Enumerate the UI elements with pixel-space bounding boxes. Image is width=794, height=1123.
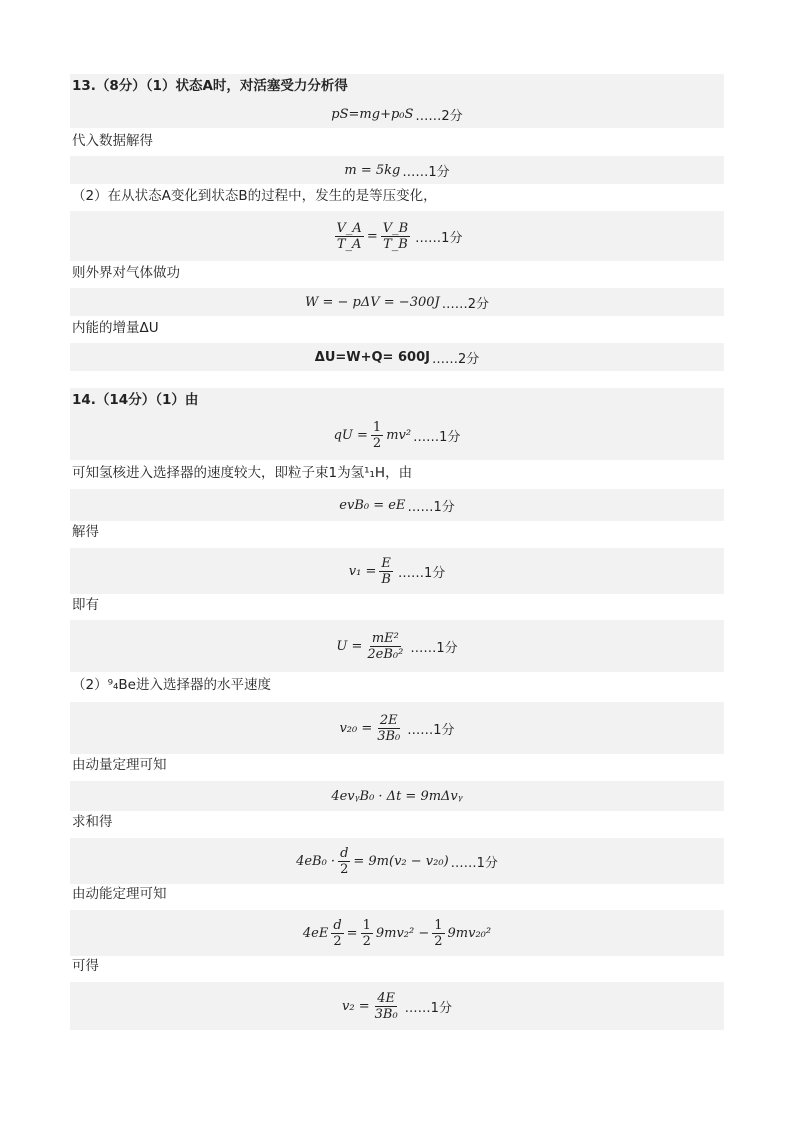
q14-eq7-lhs: 4eB₀ · (296, 853, 336, 869)
q14-header-text: 14.（14分）（1）由 (72, 392, 199, 408)
q14-eq8-formula (303, 918, 491, 949)
q14-eq9-frac (373, 991, 400, 1022)
q13-text5: 内能的增量ΔU (72, 320, 159, 336)
q14-eq1-frac (371, 420, 383, 451)
q13-eq3-frac-b (381, 221, 410, 252)
q14-eq8-frac2 (361, 918, 373, 949)
q14-eq1-lhs: qU = (333, 427, 368, 443)
q14-eq8-f3-num: 1 (434, 917, 443, 933)
q14-eq1 (70, 412, 724, 458)
q14-eq4-lhs: U = (336, 638, 363, 654)
q14-eq8-mid: = (346, 925, 358, 941)
q14-text9: 可得 (72, 958, 99, 974)
q14-eq3-frac (379, 556, 393, 587)
q14-eq2 (70, 489, 724, 521)
q14-text8: 由动能定理可知 (72, 886, 167, 902)
q14-eq7 (70, 838, 724, 884)
q13-text4: 则外界对气体做功 (72, 265, 180, 281)
q14-eq8-term2: 9mv₂² − (375, 925, 430, 941)
q14-text5: （2）⁹₄Be进入选择器的水平速度 (72, 677, 271, 693)
q14-text4: 即有 (72, 597, 99, 613)
q14-eq9-num: 4E (377, 990, 396, 1006)
q14-eq8-f3-den: 2 (434, 933, 443, 949)
q13-eq3-tb: T_B (383, 236, 408, 252)
q14-eq5-score: ……1分 (407, 722, 455, 738)
q14-eq7-formula (296, 846, 498, 877)
q14-eq4-num: mE² (371, 630, 399, 646)
q14-eq8-f1-den: 2 (333, 933, 342, 949)
q14-eq4-den: 2eB₀² (367, 646, 404, 662)
q14-eq8-f2-den: 2 (362, 933, 371, 949)
q14-eq8-f1-num: d (333, 917, 342, 933)
q14-eq3-formula (349, 556, 445, 587)
q13-eq3-ta: T_A (336, 236, 362, 252)
q13-eq3-va: V_A (336, 220, 362, 236)
q14-eq4-formula (336, 631, 457, 662)
q13-eq4-formula (305, 293, 489, 312)
q14-eq3-lhs: v₁ = (348, 563, 377, 579)
q14-eq5-lhs: v₂₀ = (339, 720, 373, 736)
q14-eq5-num: 2E (379, 712, 398, 728)
q14-eq1-score: ……1分 (413, 429, 461, 445)
q14-text2: 可知氢核进入选择器的速度较大，即粒子束1为氢¹₁H，由 (72, 465, 413, 481)
q13-text2: 代入数据解得 (72, 133, 153, 149)
q14-eq8-lhs: 4eE (302, 925, 329, 941)
q13-eq3-formula (332, 221, 463, 252)
q14-eq7-score: ……1分 (450, 855, 498, 871)
q14-eq1-rhs: mv² (386, 427, 412, 443)
q14-eq4 (70, 620, 724, 672)
q14-eq2-text: evB₀ = eE (339, 497, 406, 513)
q14-eq3-den: B (381, 571, 391, 587)
q14-eq7-num: d (340, 845, 349, 861)
q14-eq5-frac (375, 713, 402, 744)
q14-eq8-f2-num: 1 (362, 917, 371, 933)
q13-eq3-equals: = (366, 228, 378, 244)
q14-eq6-text: 4evᵧB₀ · Δt = 9mΔvᵧ (331, 788, 463, 804)
q13-eq4-score: ……2分 (441, 296, 489, 312)
q13-eq1-score: ……2分 (415, 108, 463, 124)
q14-eq9 (70, 982, 724, 1030)
q14-eq1-den: 2 (372, 435, 382, 451)
q14-text3: 解得 (72, 524, 99, 540)
q14-eq1-formula (334, 420, 461, 451)
q13-eq1-formula (331, 105, 462, 124)
q13-eq1-text: pS=mg+p₀S (331, 106, 414, 122)
q14-eq5-den: 3B₀ (377, 728, 401, 744)
q13-eq3-score: ……1分 (415, 230, 463, 246)
q14-eq2-formula (339, 496, 454, 515)
q14-eq8 (70, 910, 724, 956)
q14-eq8-term3: 9mv₂₀² (447, 925, 492, 941)
q13-eq1 (70, 100, 724, 128)
q14-eq3-score: ……1分 (397, 565, 446, 581)
q14-eq9-den: 3B₀ (374, 1006, 398, 1022)
q13-eq2 (70, 156, 724, 184)
q14-eq5 (70, 702, 724, 754)
q13-text3: （2）在从状态A变化到状态B的过程中，发生的是等压变化， (72, 188, 437, 204)
q14-eq1-num: 1 (372, 419, 382, 435)
q14-eq4-score: ……1分 (410, 640, 458, 656)
q13-eq3-frac-a (335, 221, 364, 252)
q14-header (72, 390, 198, 410)
q14-eq3 (70, 548, 724, 594)
q13-header-text: 13.（8分）（1）状态A时，对活塞受力分析得 (72, 78, 348, 94)
q13-eq3 (70, 211, 724, 261)
q14-eq4-frac (365, 631, 405, 662)
q14-eq8-frac3 (432, 918, 444, 949)
q13-eq2-text: m = 5kg (344, 162, 401, 178)
q14-eq3-num: E (381, 555, 391, 571)
q13-eq3-vb: V_B (382, 220, 409, 236)
q14-text7: 求和得 (72, 814, 113, 830)
q14-eq2-score: ……1分 (407, 499, 455, 515)
q14-eq5-formula (339, 713, 454, 744)
q14-eq6 (70, 781, 724, 811)
q14-text6: 由动量定理可知 (72, 757, 167, 773)
q14-eq9-lhs: v₂ = (342, 998, 370, 1014)
q13-header (72, 76, 348, 96)
q14-eq7-rhs: = 9m(v₂ − v₂₀) (353, 853, 449, 869)
q14-eq7-den: 2 (340, 861, 349, 877)
q14-eq6-formula (331, 789, 462, 804)
q13-eq2-formula (344, 161, 449, 180)
q13-eq5-text: ΔU=W+Q= 600J (314, 349, 430, 365)
q13-eq5 (70, 343, 724, 371)
q13-eq2-score: ……1分 (402, 164, 450, 180)
q13-eq5-formula (315, 348, 479, 367)
q13-eq4-text: W = − pΔV = −300J (305, 294, 440, 310)
q14-eq7-frac (338, 846, 350, 877)
q13-eq5-score: ……2分 (431, 351, 480, 367)
q14-eq9-formula (342, 991, 452, 1022)
q14-eq8-frac1 (331, 918, 343, 949)
q14-eq9-score: ……1分 (404, 1000, 452, 1016)
q13-eq4 (70, 288, 724, 316)
